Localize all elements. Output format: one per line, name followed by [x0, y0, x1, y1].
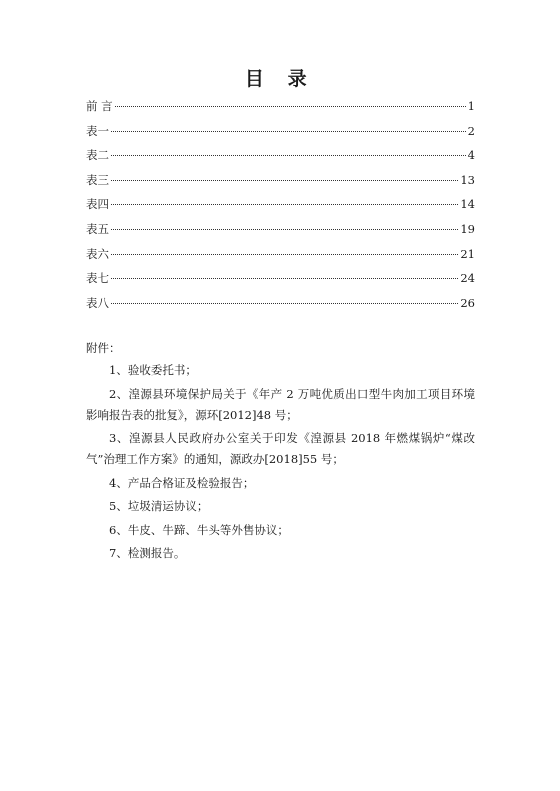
toc-entry-label: 前 言: [86, 99, 113, 113]
toc-leader-dots: [111, 253, 458, 255]
toc-entry-page: 14: [460, 197, 475, 212]
attachment-item: 1、验收委托书；: [109, 363, 197, 377]
attachments-section: [86, 336, 475, 567]
toc-leader-dots: [115, 105, 466, 107]
toc-leader-dots: [111, 302, 458, 304]
toc-entry-table-3[interactable]: [86, 168, 475, 193]
attachment-item: 6、牛皮、牛蹄、牛头等外售协议；: [109, 522, 289, 537]
attachments-heading: 附件：: [86, 341, 121, 355]
page-title: 目 录: [244, 68, 316, 90]
toc-entry-table-8[interactable]: [86, 291, 475, 316]
toc-entry-table-2[interactable]: [86, 143, 475, 168]
toc-entry-page: 19: [460, 221, 475, 236]
attachment-item: 2、湟源县环境保护局关于《年产 2 万吨优质出口型牛肉加工项目环境影响报告表的批复》，源环[2012]48 号；: [86, 386, 475, 422]
toc-entry-label: 表一: [86, 123, 109, 138]
toc-entry-preface[interactable]: [86, 94, 475, 119]
toc-leader-dots: [111, 228, 458, 230]
toc-leader-dots: [111, 179, 458, 181]
toc-entry-table-6[interactable]: [86, 242, 475, 267]
toc-entry-label: 表五: [86, 221, 109, 236]
attachment-item: 3、湟源县人民政府办公室关于印发《湟源县 2018 年燃煤锅炉“煤改气”治理工作方案》的通知，源政办[2018]55 号；: [86, 431, 475, 466]
toc-leader-dots: [111, 130, 466, 132]
toc-entry-page: 26: [460, 295, 475, 310]
toc-entry-page: 2: [467, 123, 475, 138]
toc-leader-dots: [111, 203, 458, 205]
toc-entry-page: 13: [460, 172, 475, 187]
toc-entry-label: 表二: [86, 148, 109, 163]
toc-leader-dots: [111, 277, 458, 279]
toc-entry-table-1[interactable]: [86, 119, 475, 144]
toc-entry-table-5[interactable]: [86, 217, 475, 242]
table-of-contents: [86, 94, 475, 315]
toc-entry-page: 1: [467, 99, 475, 113]
attachment-item: 5、垃圾清运协议；: [109, 499, 209, 513]
toc-entry-page: 4: [467, 148, 475, 163]
toc-entry-label: 表七: [86, 271, 109, 286]
toc-entry-table-7[interactable]: [86, 266, 475, 291]
toc-entry-label: 表八: [86, 295, 109, 310]
toc-entry-label: 表四: [86, 197, 109, 212]
toc-entry-table-4[interactable]: [86, 192, 475, 217]
toc-entry-page: 21: [460, 246, 475, 261]
toc-entry-label: 表六: [86, 246, 109, 261]
attachment-item: 7、检测报告。: [109, 546, 186, 560]
toc-entry-page: 24: [460, 271, 475, 286]
toc-leader-dots: [111, 154, 466, 156]
attachment-item: 4、产品合格证及检验报告；: [109, 475, 255, 490]
toc-entry-label: 表三: [86, 172, 109, 187]
